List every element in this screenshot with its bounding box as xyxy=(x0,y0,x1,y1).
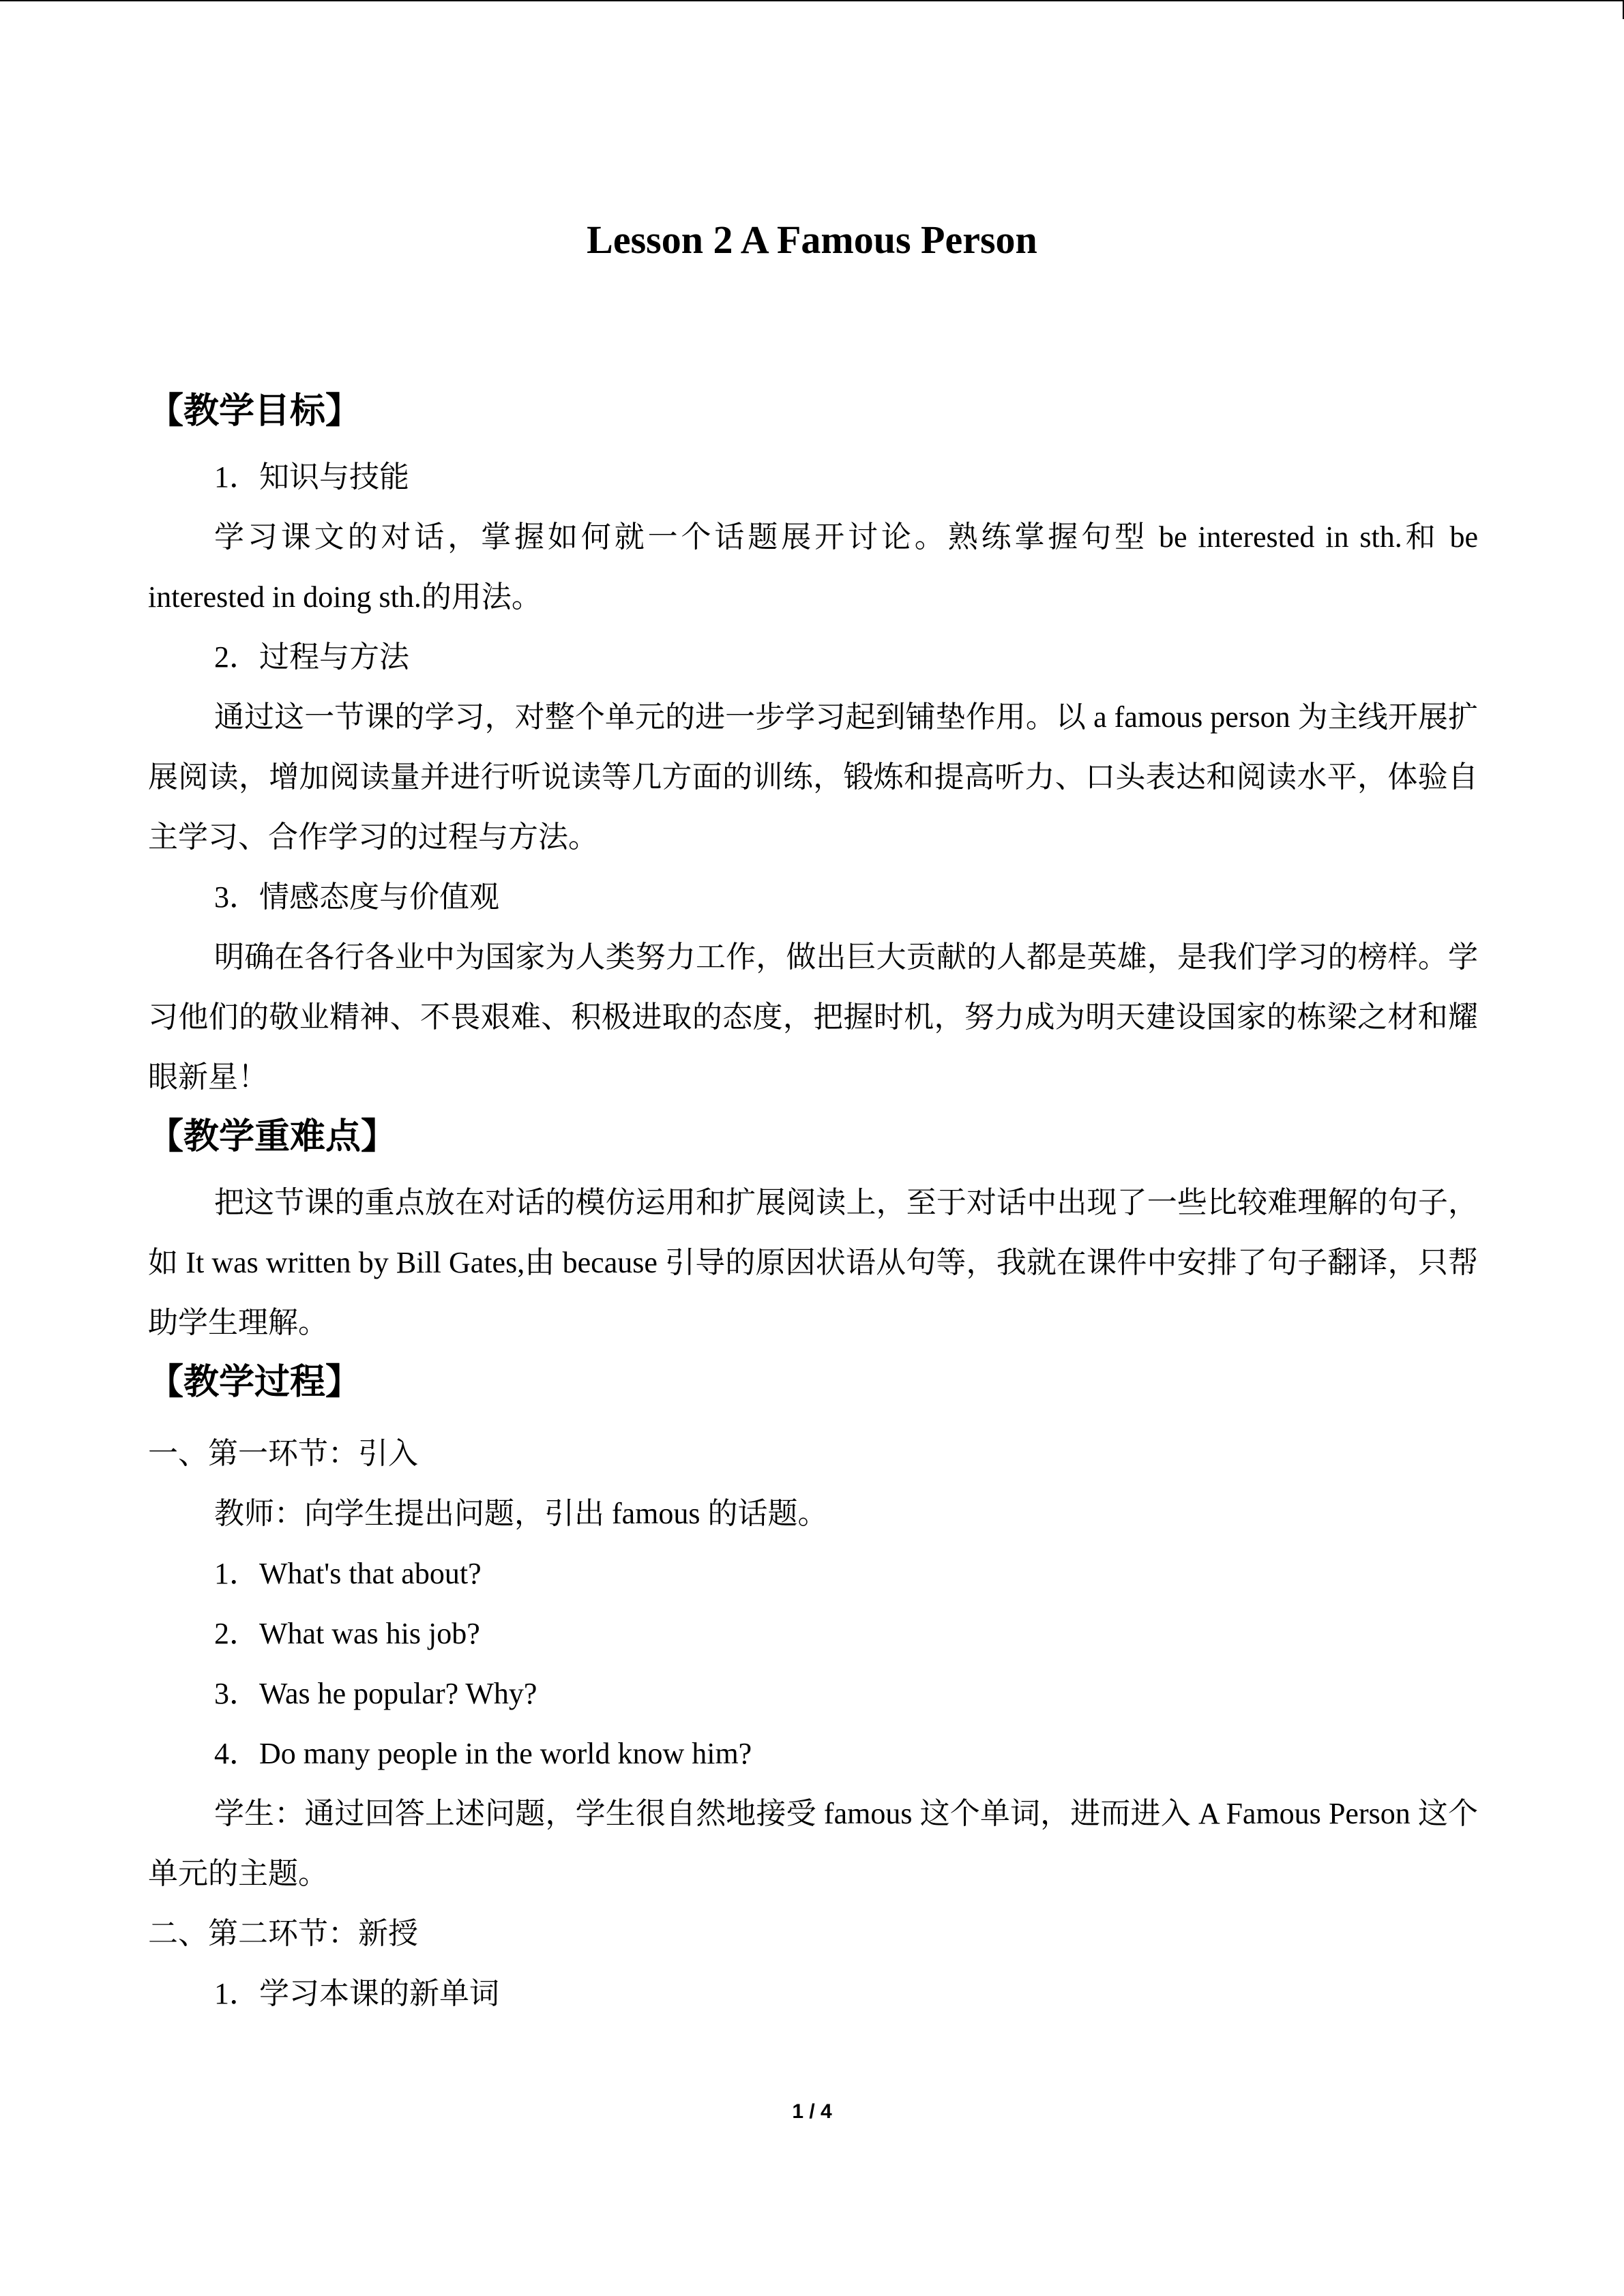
section-heading-key-points: 【教学重难点】 xyxy=(148,1116,397,1157)
process-step-1-title: 一、第一环节：引入 xyxy=(148,1437,418,1470)
page-number: 1 / 4 xyxy=(792,2100,832,2123)
section-heading-process: 【教学过程】 xyxy=(148,1362,361,1403)
process-step-2-item-1: 1．学习本课的新单词 xyxy=(214,1977,499,2010)
section-heading-objectives: 【教学目标】 xyxy=(148,391,361,432)
objective-item-1-text: 学习课文的对话，掌握如何就一个话题展开讨论。熟练掌握句型 be interested in sth.和 be interested in doing sth.的用法。 xyxy=(148,520,1478,614)
objective-item-1-title: 1．知识与技能 xyxy=(214,460,409,494)
teacher-text: 教师：向学生提出问题，引出 famous 的话题。 xyxy=(214,1497,828,1530)
key-points-text: 把这节课的重点放在对话的模仿运用和扩展阅读上，至于对话中出现了一些比较难理解的句子，如 It was written by Bill Gates,由 because 引导的原因状语从句等，我就在课件中安排了句子翻译，只帮助学生理解。 xyxy=(148,1186,1478,1339)
document-body xyxy=(148,382,1478,2024)
student-text: 学生：通过回答上述问题，学生很自然地接受 famous 这个单词，进而进入 A Famous Person 这个单元的主题。 xyxy=(148,1797,1478,1890)
question-item: 2．What was his job? xyxy=(214,1617,480,1650)
objective-item-2-text: 通过这一节课的学习，对整个单元的进一步学习起到铺垫作用。以 a famous person 为主线开展扩展阅读，增加阅读量并进行听说读等几方面的训练，锻炼和提高听力、口头表达和阅读水平，体验自主学习、合作学习的过程与方法。 xyxy=(148,700,1478,854)
page-top-border xyxy=(0,0,1624,1)
objective-item-3-text: 明确在各行各业中为国家为人类努力工作，做出巨大贡献的人都是英雄，是我们学习的榜样。学习他们的敬业精神、不畏艰难、积极进取的态度，把握时机，努力成为明天建设国家的栋梁之材和耀眼新星！ xyxy=(148,940,1478,1094)
objective-item-2-title: 2．过程与方法 xyxy=(214,640,409,674)
document-title: Lesson 2 A Famous Person xyxy=(587,218,1037,262)
question-item: 3．Was he popular? Why? xyxy=(214,1677,537,1710)
question-item: 1．What's that about? xyxy=(214,1557,482,1590)
process-step-2-title: 二、第二环节：新授 xyxy=(148,1917,418,1950)
question-item: 4．Do many people in the world know him? xyxy=(214,1737,752,1770)
objective-item-3-title: 3．情感态度与价值观 xyxy=(214,880,499,914)
